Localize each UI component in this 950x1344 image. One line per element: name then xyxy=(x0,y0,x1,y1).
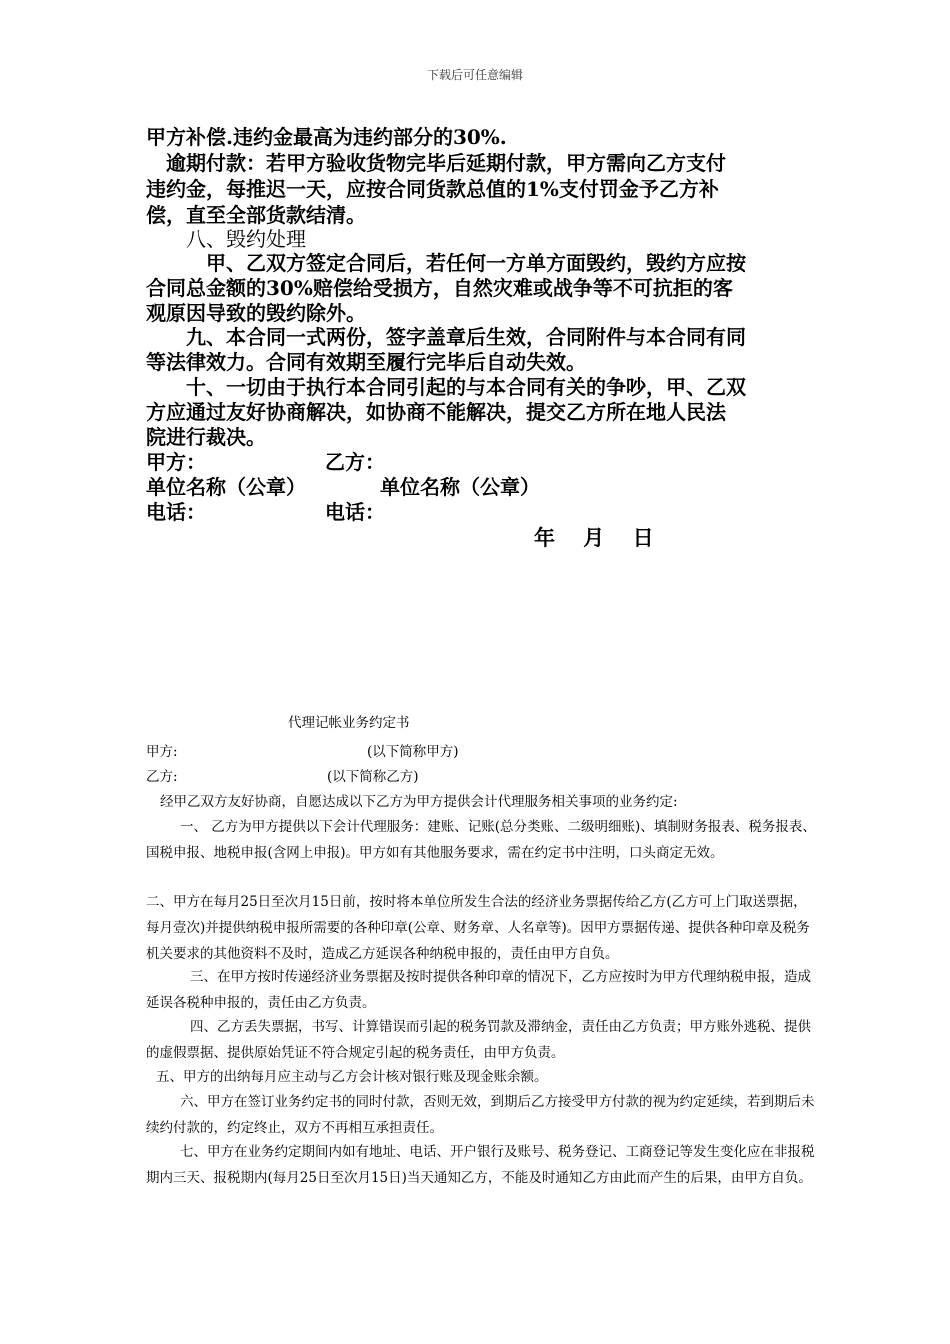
clause-1: 一、 乙方为甲方提供以下会计代理服务：建账、记账(总分类账、二级明细账)、填制财务报表、税务报表、国税申报、地税申报(含网上申报)。甲方如有其他服务要求，需在约定书中注明，口头商定无效。 xyxy=(146,819,816,861)
contract-line: 逾期付款：若甲方验收货物完毕后延期付款，甲方需向乙方支付 xyxy=(146,151,726,175)
intro-paragraph: 经甲乙双方友好协商，自愿达成以下乙方为甲方提供会计代理服务相关事项的业务约定: xyxy=(160,794,678,810)
contract-line: 十、一切由于执行本合同引起的与本合同有关的争吵，甲、乙双 xyxy=(146,375,746,399)
unit-name-b: 单位名称（公章） xyxy=(380,475,540,499)
contract-line: 甲、乙双方签定合同后，若任何一方单方面毁约，毁约方应按 xyxy=(146,251,746,275)
party-a-note: (以下简称甲方) xyxy=(367,744,459,760)
contract-line: 偿，直至全部货款结清。 xyxy=(146,203,366,227)
clause-2: 二、甲方在每月25日至次月15日前，按时将本单位所发生合法的经济业务票据传给乙方(乙方可上门取送票据，每月壹次)并提供纳税申报所需要的各种印章(公章、财务章、人名章等)。因甲方票据传递、提供各种印章及税务机关要求的其他资料不及时，造成乙方延误各种纳税申报的，责任由甲方自负。 xyxy=(146,894,810,962)
contract-line: 甲方补偿.违约金最高为违约部分的30%. xyxy=(146,125,507,149)
clause-5: 五、甲方的出纳每月应主动与乙方会计核对银行账及现金账余额。 xyxy=(156,1069,548,1085)
clause-7: 七、甲方在业务约定期间内如有地址、电话、开户银行及账号、税务登记、工商登记等发生变化应在非报税期内三天、报税期内(每月25日至次月15日)当天通知乙方，不能及时通知乙方由此而产生的后果，由甲方自负。 xyxy=(146,1144,815,1186)
contract-line: 院进行裁决。 xyxy=(146,425,266,449)
unit-name-a: 单位名称（公章） xyxy=(146,475,306,499)
document-title: 代理记帐业务约定书 xyxy=(288,715,410,731)
page-header-note: 下载后可任意编辑 xyxy=(426,68,523,82)
contract-line: 观原因导致的毁约除外。 xyxy=(146,301,366,325)
party-b-note: (以下简称乙方) xyxy=(327,769,419,785)
section-heading-breach: 八、毁约处理 xyxy=(146,227,306,251)
sign-party-b: 乙方： xyxy=(325,450,385,474)
contract-line: 等法律效力。合同有效期至履行完毕后自动失效。 xyxy=(146,350,586,374)
contract-line: 九、本合同一式两份，签字盖章后生效，合同附件与本合同有同 xyxy=(146,325,746,349)
contract-line: 合同总金额的30%赔偿给受损方，自然灾难或战争等不可抗拒的客 xyxy=(146,276,733,300)
contract-line: 方应通过友好协商解决，如协商不能解决，提交乙方所在地人民法 xyxy=(146,400,726,424)
party-b-label: 乙方: xyxy=(146,769,178,785)
phone-a: 电话： xyxy=(146,500,206,524)
party-a-label: 甲方: xyxy=(146,744,178,760)
sign-party-a: 甲方： xyxy=(146,450,206,474)
clause-3: 三、在甲方按时传递经济业务票据及按时提供各种印章的情况下，乙方应按时为甲方代理纳税申报，造成延误各税种申报的，责任由乙方负责。 xyxy=(146,969,811,1011)
clause-4: 四、乙方丢失票据，书写、计算错误而引起的税务罚款及滞纳金，责任由乙方负责；甲方账外逃税、提供的虚假票据、提供原始凭证不符合规定引起的税务责任，由甲方负责。 xyxy=(146,1019,811,1061)
date-line: 年 月 日 xyxy=(534,525,654,550)
clause-6: 六、甲方在签订业务约定书的同时付款，否则无效，到期后乙方接受甲方付款的视为约定延续，若到期后未续约付款的，约定终止，双方不再相互承担责任。 xyxy=(146,1094,815,1136)
contract-line: 违约金，每推迟一天，应按合同货款总值的1%支付罚金予乙方补 xyxy=(146,177,719,201)
phone-b: 电话： xyxy=(325,500,385,524)
